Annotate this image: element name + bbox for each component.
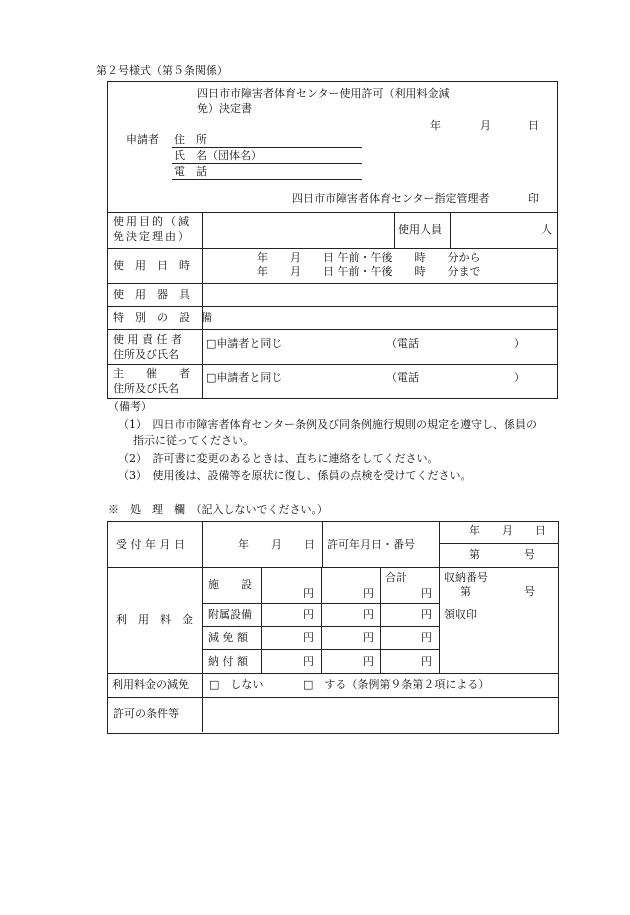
form-number: 第２号様式（第５条関係） <box>96 64 228 77</box>
yen-unit: 円 <box>421 631 432 644</box>
received-date-field[interactable]: 年 月 日 <box>238 538 315 551</box>
fee-row-reduction: 減 免 額 <box>208 631 248 644</box>
host-same-checkbox[interactable]: □申請者と同じ <box>206 371 283 384</box>
host-label-1: 主 催 者 <box>113 367 190 380</box>
conditions-label: 許可の条件等 <box>113 707 179 720</box>
yen-unit: 円 <box>363 587 374 600</box>
responsible-phone-label: （電話 <box>386 337 419 350</box>
fee-label: 利 用 料 金 <box>116 613 193 626</box>
yen-unit: 円 <box>303 608 314 621</box>
note-2: （2） 許可書に変更のあるときは、直ちに連絡をしてください。 <box>118 452 439 465</box>
phone-line[interactable] <box>172 179 362 180</box>
seal-mark: 印 <box>528 192 539 205</box>
responsible-phone-close: ） <box>514 337 525 350</box>
fee-row-facility: 施 設 <box>208 578 252 591</box>
yen-unit: 円 <box>303 587 314 600</box>
date-month: 月 <box>480 119 491 132</box>
form-title-line2: 免）決定書 <box>197 102 252 115</box>
permit-no-prefix: 第 <box>469 548 480 561</box>
reduction-no-checkbox[interactable]: □ しない <box>209 678 264 691</box>
name-label: 氏 名（団体名） <box>174 149 262 162</box>
host-label-2: 住所及び氏名 <box>113 382 179 395</box>
receipt-no-suffix: 号 <box>524 585 535 598</box>
yen-unit: 円 <box>363 631 374 644</box>
yen-unit: 円 <box>421 587 432 600</box>
responsible-same-checkbox[interactable]: □申請者と同じ <box>206 337 283 350</box>
receipt-number-label: 収納番号 <box>444 571 488 584</box>
permit-label: 許可年月日・番号 <box>327 538 415 551</box>
fee-row-payment: 納 付 額 <box>208 655 248 668</box>
datetime-label: 使 用 日 時 <box>113 259 190 272</box>
notes-heading: （備考） <box>108 400 152 413</box>
issuer-label: 四日市市障害者体育センター指定管理者 <box>292 192 490 205</box>
applicant-label: 申請者 <box>126 133 159 146</box>
receipt-no-prefix: 第 <box>460 585 471 598</box>
responsible-label-1: 使 用 責 任 者 <box>113 333 182 346</box>
special-equipment-field[interactable] <box>204 308 554 327</box>
responsible-label-2: 住所及び氏名 <box>113 348 179 361</box>
equipment-label: 使 用 器 具 <box>113 288 190 301</box>
people-field[interactable] <box>452 214 554 246</box>
total-label: 合計 <box>385 571 407 584</box>
conditions-field[interactable] <box>204 699 556 731</box>
equipment-field[interactable] <box>204 285 554 304</box>
processing-heading: ※ 処 理 欄 （記入しないでください。） <box>108 503 328 516</box>
purpose-label-2: 免決定理由） <box>113 230 191 243</box>
datetime-from[interactable]: 年 月 日 午前・午後 時 分から <box>257 251 481 264</box>
address-line[interactable] <box>172 147 362 148</box>
fee-row-equipment: 附属設備 <box>208 608 252 621</box>
received-date-label: 受 付 年 月 日 <box>116 538 185 551</box>
yen-unit: 円 <box>363 608 374 621</box>
people-unit: 人 <box>541 223 552 236</box>
yen-unit: 円 <box>303 631 314 644</box>
yen-unit: 円 <box>421 608 432 621</box>
datetime-to[interactable]: 年 月 日 午前・午後 時 分まで <box>257 265 481 278</box>
address-label: 住 所 <box>174 133 207 146</box>
permit-no-suffix: 号 <box>524 548 535 561</box>
name-line[interactable] <box>172 163 362 164</box>
purpose-label-1: 使用目的（減 <box>113 215 191 228</box>
receipt-seal-label: 領収印 <box>444 608 477 621</box>
form-title-line1: 四日市市障害者体育センター使用許可（利用料金減 <box>197 87 450 100</box>
special-equipment-label: 特 別 の 設 備 <box>113 311 212 324</box>
note-1-line1: （1） 四日市市障害者体育センター条例及び同条例施行規則の規定を遵守し、係員の <box>118 418 538 431</box>
people-label: 使用人員 <box>398 223 442 236</box>
permit-date-field[interactable]: 年 月 日 <box>469 524 546 537</box>
host-phone-label: （電話 <box>386 371 419 384</box>
date-year: 年 <box>430 119 441 132</box>
reduction-label: 利用料金の減免 <box>112 678 189 691</box>
date-day: 日 <box>528 119 539 132</box>
purpose-field[interactable] <box>204 214 392 246</box>
note-1-line2: 指示に従ってください。 <box>133 434 254 447</box>
phone-label: 電 話 <box>174 165 207 178</box>
host-phone-close: ） <box>514 371 525 384</box>
note-3: （3） 使用後は、設備等を原状に復し、係員の点検を受けてください。 <box>118 469 472 482</box>
yen-unit: 円 <box>363 655 374 668</box>
reduction-yes-checkbox[interactable]: □ する（条例第９条第２項による） <box>303 678 490 691</box>
yen-unit: 円 <box>421 655 432 668</box>
yen-unit: 円 <box>303 655 314 668</box>
